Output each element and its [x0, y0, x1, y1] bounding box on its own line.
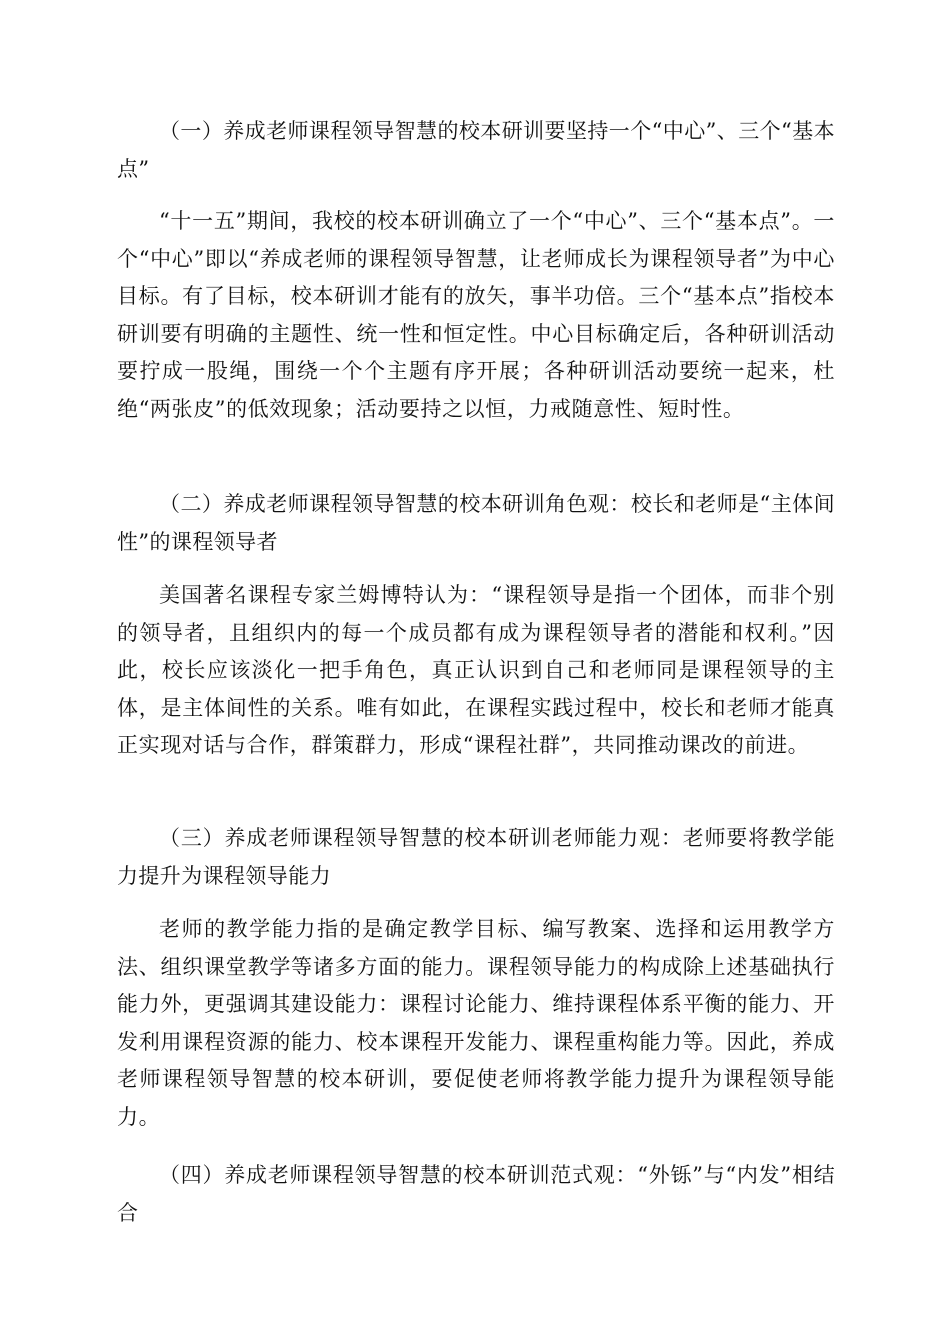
section-heading-2: （二）养成老师课程领导智慧的校本研训角色观：校长和老师是“主体间性”的课程领导者: [117, 492, 835, 554]
section-heading-1: （一）养成老师课程领导智慧的校本研训要坚持一个“中心”、三个“基本点”: [117, 119, 835, 181]
section-heading-4: （四）养成老师课程领导智慧的校本研训范式观：“外铄”与“内发”相结合: [117, 1163, 835, 1225]
body-paragraph-1: “十一五”期间，我校的校本研训确立了一个“中心”、三个“基本点”。一个“中心”即以“养成老师的课程领导智慧，让老师成长为课程领导者”为中心目标。有了目标，校本研训才能有的放矢，事半功倍。三个“基本点”指校本研训要有明确的主题性、统一性和恒定性。中心目标确定后，各种研训活动要拧成一股绳，围绕一个个主题有序开展；各种研训活动要统一起来，杜绝“两张皮”的低效现象；活动要持之以恒，力戒随意性、短时性。: [117, 209, 835, 421]
section-heading-3: （三）养成老师课程领导智慧的校本研训老师能力观：老师要将教学能力提升为课程领导能力: [117, 826, 835, 888]
body-paragraph-2: 美国著名课程专家兰姆博特认为：“课程领导是指一个团体，而非个别的领导者，且组织内的每一个成员都有成为课程领导者的潜能和权利。”因此，校长应该淡化一把手角色，真正认识到自己和老师同是课程领导的主体，是主体间性的关系。唯有如此，在课程实践过程中，校长和老师才能真正实现对话与合作，群策群力，形成“课程社群”，共同推动课改的前进。: [117, 583, 835, 757]
body-paragraph-3: 老师的教学能力指的是确定教学目标、编写教案、选择和运用教学方法、组织课堂教学等诸多方面的能力。课程领导能力的构成除上述基础执行能力外，更强调其建设能力：课程讨论能力、维持课程体系平衡的能力、开发利用课程资源的能力、校本课程开发能力、课程重构能力等。因此，养成老师课程领导智慧的校本研训，要促使老师将教学能力提升为课程领导能力。: [117, 917, 835, 1129]
